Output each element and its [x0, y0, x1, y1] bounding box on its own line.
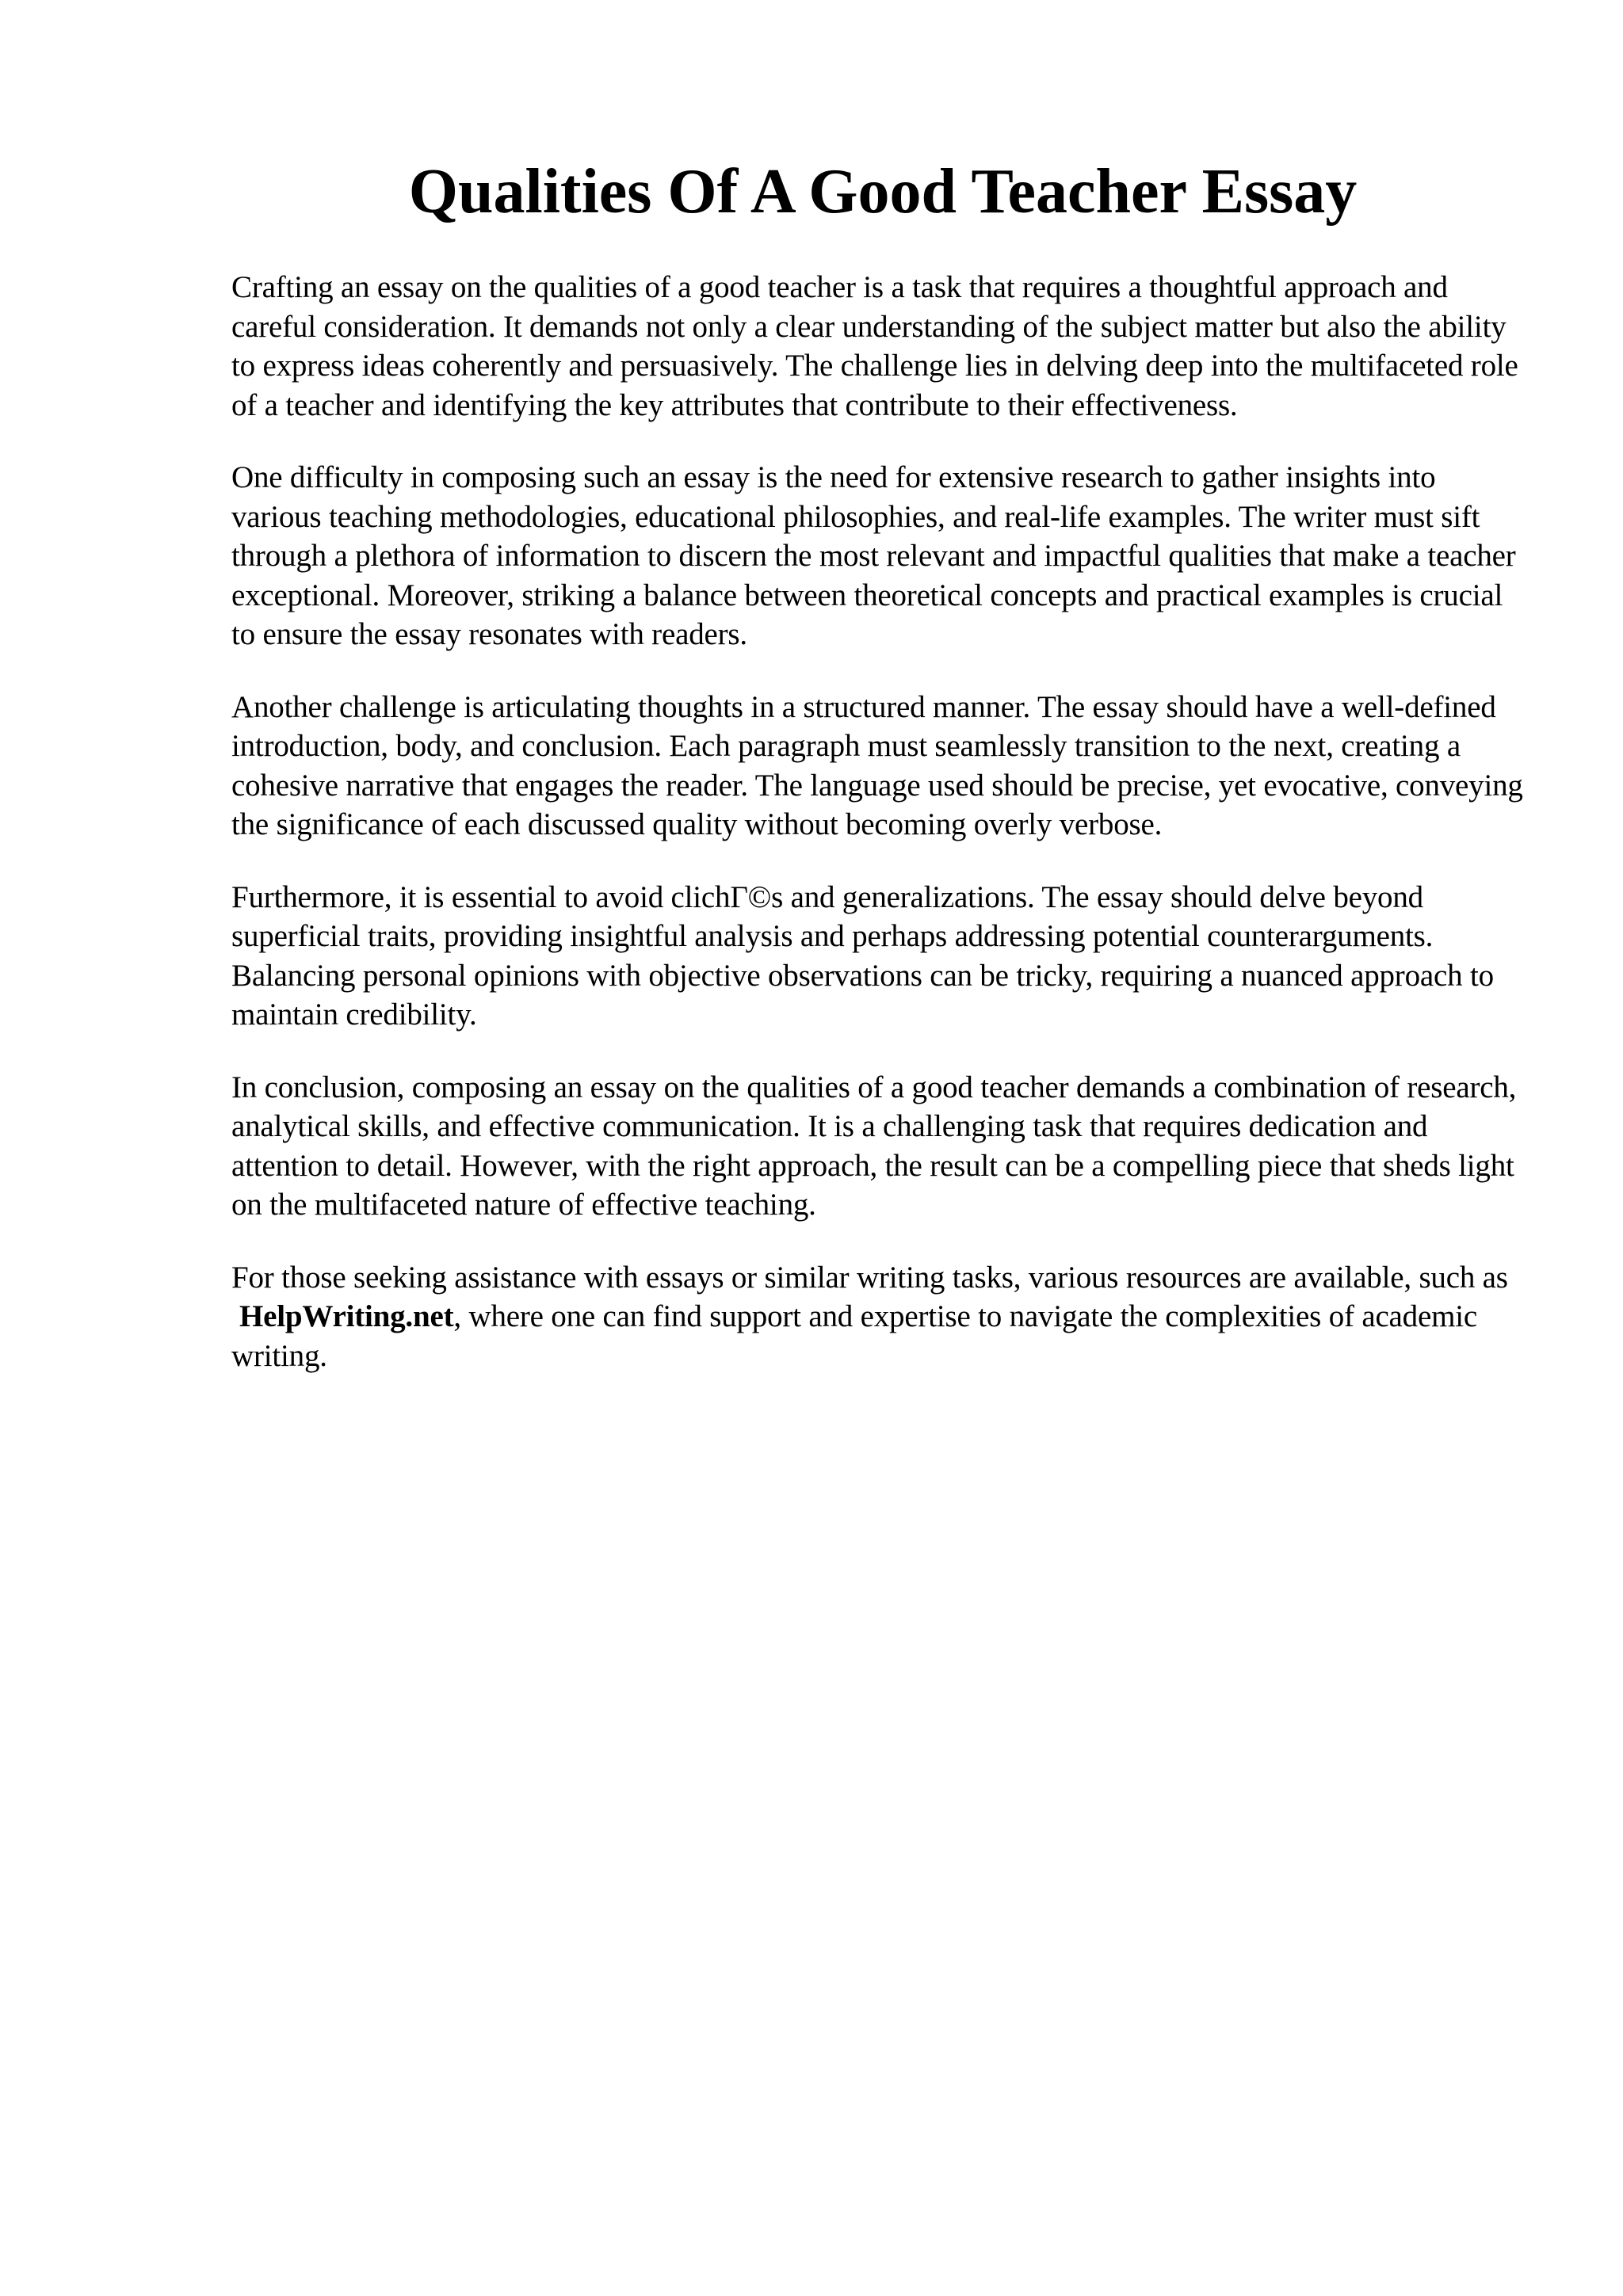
brand-name: HelpWriting.net — [239, 1299, 454, 1333]
paragraph-closing — [231, 1258, 1531, 1376]
paragraph-research: One difficulty in composing such an essay is the need for extensive research to gather insights into various teaching methodologies, educational philosophies, and real-life examples. The writer must sift through a plethora of information to discern the most relevant and impactful qualities that make a teacher exceptional. Moreover, striking a balance between theoretical concepts and practical examples is crucial to ensure the essay resonates with readers. — [231, 460, 1516, 651]
closing-text-before: For those seeking assistance with essays or similar writing tasks, various resources are available, such as — [231, 1260, 1508, 1295]
paragraph-conclusion: In conclusion, composing an essay on the qualities of a good teacher demands a combination of research, analytical skills, and effective communication. It is a challenging task that requires dedication and attention to detail. However, with the right approach, the result can be a compelling piece that sheds light on the multifaceted nature of effective teaching. — [231, 1070, 1517, 1222]
paragraph-structure: Another challenge is articulating thoughts in a structured manner. The essay should have a well-defined introduction, body, and conclusion. Each paragraph must seamlessly transition to the next, creating a cohesive narrative that engages the reader. The language used should be precise, yet evocative, conveying the significance of each discussed quality without becoming overly verbose. — [231, 689, 1523, 841]
closing-text-after: , where one can find support and expertise to navigate the complexities of academic writing. — [231, 1299, 1477, 1373]
page-title: Qualities Of A Good Teacher Essay — [408, 157, 1358, 227]
paragraph-intro: Crafting an essay on the qualities of a good teacher is a task that requires a thoughtful approach and careful consideration. It demands not only a clear understanding of the subject matter but also the ability to express ideas coherently and persuasively. The challenge lies in delving deep into the multifaceted role of a teacher and identifying the key attributes that contribute to their effectiveness. — [231, 270, 1518, 422]
paragraph-cliches: Furthermore, it is essential to avoid clichГ©s and generalizations. The essay should delve beyond superficial traits, providing insightful analysis and perhaps addressing potential counterarguments. Balancing personal opinions with objective observations can be tricky, requiring a nuanced approach to maintain credibility. — [231, 879, 1494, 1032]
essay-body — [231, 268, 1531, 1409]
